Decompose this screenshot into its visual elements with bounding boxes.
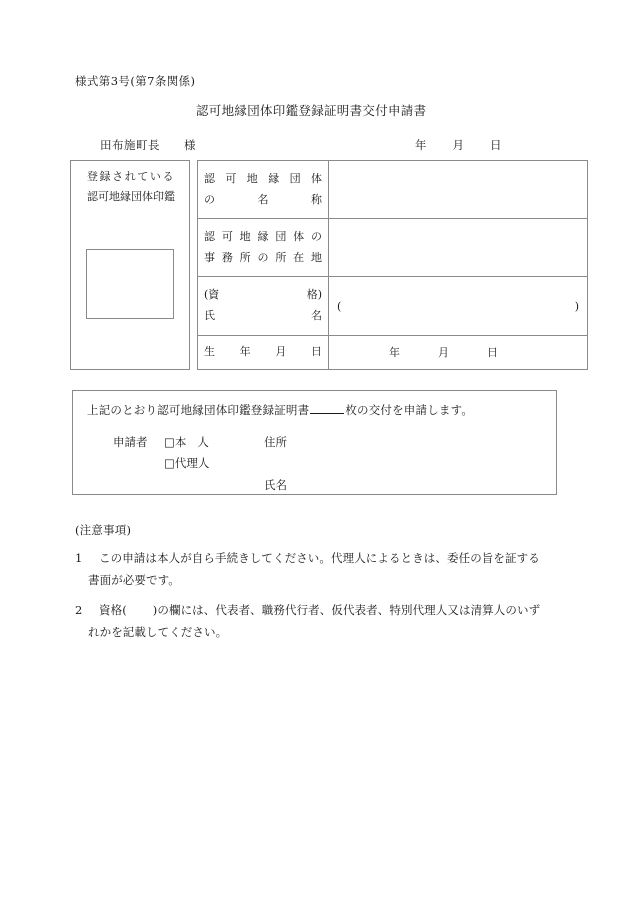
birthdate-fields (337, 346, 498, 359)
table-row-qualification-name (198, 277, 588, 335)
organization-name-label-line-2 (204, 190, 322, 211)
application-sentence (87, 402, 473, 418)
checkbox-agent-label: □代理人 (164, 456, 210, 470)
form-number: 様式第3号(第7条関係) (75, 74, 196, 88)
date-day-label: 日 (490, 138, 502, 152)
note-2-text-2: れかを記載してください。 (88, 625, 228, 640)
organization-name-label-part-1: の (204, 192, 215, 206)
table-row-organization-name (198, 161, 588, 219)
note-1-text-1: この申請は本人が自ら手続きしてください。代理人によるときは、委任の旨を証する (99, 551, 540, 565)
label-office-address (198, 219, 329, 277)
notes-title: (注意事項) (75, 523, 132, 537)
checkbox-applicant-agent[interactable] (164, 455, 209, 471)
table-row-birthdate (198, 335, 588, 369)
applicant-label: 申請者 (113, 435, 148, 449)
note-1-number: 1 (75, 551, 83, 565)
note-2-number: 2 (75, 602, 83, 617)
organization-info-table (197, 160, 588, 370)
birthdate-year-label: 年 (389, 346, 400, 360)
applicant-name-label: 氏名 (264, 478, 287, 492)
office-address-label-line-1: 認可地縁団体の (204, 229, 322, 243)
birthdate-label: 生年月日 (204, 344, 322, 358)
organization-name-label-part-2: 名 (257, 192, 269, 206)
applicant-address-label: 住所 (264, 435, 287, 449)
office-address-label-line-2: 事務所の所在地 (204, 250, 322, 264)
copies-count-input[interactable] (310, 413, 344, 414)
value-office-address[interactable] (329, 219, 588, 277)
note-2-line-2 (75, 621, 575, 643)
note-item-1 (75, 547, 575, 592)
note-1-line-2 (75, 569, 575, 591)
birthdate-day-label: 日 (487, 346, 498, 360)
label-organization-name (198, 161, 329, 219)
checkbox-self-box-label: □本 (164, 435, 187, 449)
addressee-honorific: 様 (184, 138, 196, 152)
note-2-text-part-1: 資格( (99, 602, 127, 617)
note-1-text-2: 書面が必要です。 (88, 573, 180, 588)
qualification-open-paren: ( (337, 299, 342, 313)
representative-name-label-line-2 (204, 306, 322, 327)
label-birthdate (198, 335, 329, 369)
notes-section (75, 522, 575, 651)
addressee-line (100, 137, 196, 153)
seal-label-line-2: 認可地縁団体印鑑 (87, 190, 175, 204)
checkbox-applicant-self[interactable] (164, 434, 209, 450)
application-sentence-before: 上記のとおり認可地縁団体印鑑登録証明書 (87, 403, 310, 417)
organization-name-label-part-3: 称 (311, 192, 322, 206)
document-title: 認可地縁団体印鑑登録証明書交付申請書 (196, 103, 427, 118)
value-birthdate[interactable] (329, 335, 588, 369)
organization-name-label-line-1: 認可地縁団体 (204, 171, 322, 185)
value-organization-name[interactable] (329, 161, 588, 219)
addressee-name: 田布施町長 (100, 138, 160, 152)
seal-impression-field[interactable] (86, 249, 174, 319)
qualification-label-close: 格) (306, 288, 322, 302)
registered-seal-label (71, 167, 191, 208)
label-qualification-name (198, 277, 329, 335)
qualification-label-open: (資 (204, 288, 220, 302)
note-1-line-1 (75, 547, 575, 569)
qualification-close-paren: ) (574, 299, 579, 313)
value-qualification-name[interactable] (329, 277, 588, 335)
note-item-2 (75, 599, 575, 644)
note-2-text-part-2: )の欄には、代表者、職務代行者、仮代表者、特別代理人又は清算人のいず (152, 602, 541, 617)
seal-label-line-1: 登録されている (86, 170, 176, 183)
note-2-line-1 (75, 599, 575, 621)
application-sentence-after: 枚の交付を申請します。 (345, 403, 474, 417)
registered-seal-box (70, 160, 190, 370)
representative-name-label-part-2: 名 (311, 309, 322, 323)
representative-name-label-part-1: 氏 (204, 309, 215, 323)
qualification-label-line-1 (204, 285, 322, 306)
birthdate-month-label: 月 (438, 346, 449, 360)
date-month-label: 月 (452, 138, 464, 152)
date-year-label: 年 (415, 138, 427, 152)
qualification-paren-row (337, 300, 579, 313)
submission-date-line (415, 137, 502, 153)
table-row-office-address (198, 219, 588, 277)
checkbox-self-suffix: 人 (197, 435, 209, 449)
application-statement-box (72, 390, 557, 495)
